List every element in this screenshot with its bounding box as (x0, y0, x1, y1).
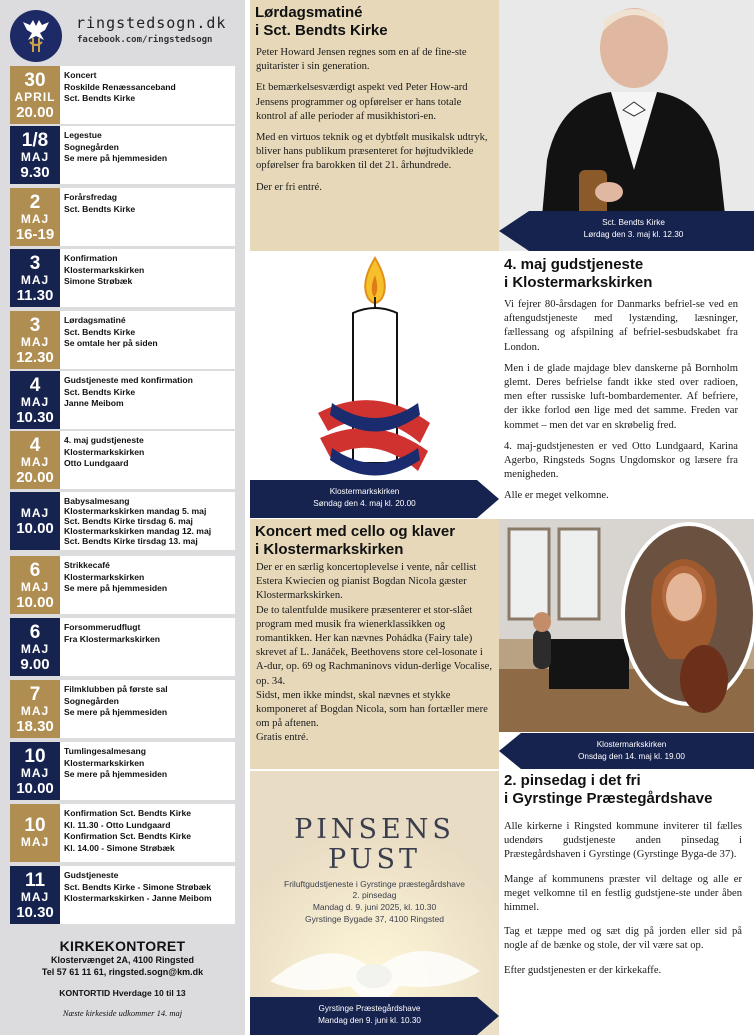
event-item (10, 680, 235, 738)
event-month: MAJ (20, 334, 50, 349)
event-item (10, 66, 235, 124)
event-time: 20.00 (16, 468, 54, 486)
event-date-box (10, 249, 60, 307)
event-line: Babysalmesang (64, 496, 130, 506)
event-month: MAJ (20, 506, 50, 520)
event-item (10, 249, 235, 307)
caption-matinee (499, 211, 754, 251)
event-line: Roskilde Renæssanceband (64, 81, 176, 92)
paragraph: Gratis entré. (256, 732, 309, 744)
event-line: Sct. Bendts Kirke (64, 93, 136, 104)
event-date-box (10, 126, 60, 184)
event-info (60, 556, 167, 614)
event-line: Klostermarkskirken (64, 571, 145, 582)
event-date-box (10, 66, 60, 124)
event-item (10, 742, 235, 800)
event-item (10, 866, 235, 924)
event-line: Sognegården (64, 141, 119, 152)
event-line: Tumlingesalmesang (64, 746, 146, 756)
article-title: Lørdagsmatiné (255, 4, 363, 21)
event-time: 20.00 (16, 103, 54, 121)
event-date-box (10, 311, 60, 369)
caption-cello (499, 733, 754, 769)
event-day: 1/8 (21, 129, 49, 151)
event-line: Gudstjeneste (64, 870, 119, 880)
event-item (10, 371, 235, 429)
event-day: 4 (29, 374, 41, 396)
event-day: 10 (24, 745, 46, 767)
event-line: Filmklubben på første sal (64, 684, 168, 694)
event-line: 4. maj gudstjeneste (64, 435, 144, 445)
article-4maj (504, 256, 738, 511)
article-subtitle: i Gyrstinge Præstegårdshave (504, 790, 713, 807)
event-line: Janne Meibom (64, 398, 124, 409)
article-matinee (250, 0, 499, 251)
event-month: MAJ (20, 394, 50, 409)
article-pinse (504, 772, 742, 988)
event-date-box (10, 188, 60, 246)
paragraph: Mange af kommunens præster vil deltage og alle er meget velkomne til en festlig gudstjene-ste under åben himmel. (504, 873, 742, 914)
event-item (10, 311, 235, 369)
poster-title-1: PINSENS (294, 814, 455, 845)
event-month: MAJ (20, 211, 50, 226)
event-month: MAJ (20, 835, 50, 849)
article-cello (250, 519, 499, 769)
event-line: Lørdagsmatiné (64, 315, 126, 325)
article-title: Koncert med cello og klaver (255, 523, 456, 540)
event-line: Forårsfredag (64, 192, 118, 202)
poster-title-2: PUST (328, 844, 421, 875)
poster-line: Gyrstinge Bygade 37, 4100 Ringsted (305, 914, 444, 924)
article-subtitle: i Klostermarkskirken (255, 541, 404, 558)
event-day: 3 (29, 252, 41, 274)
event-item (10, 618, 235, 676)
event-time: 11.30 (16, 286, 54, 304)
paragraph: Med en virtuos teknik og et dybtfølt musikalsk udtryk, bliver hans publikum præsenteret for højtudviklede opførelser fra barokken til det 21. århundrede. (256, 132, 488, 172)
event-time: 10.00 (16, 593, 54, 611)
event-line: Se omtale her på siden (64, 338, 158, 349)
event-month: MAJ (20, 272, 50, 287)
event-day: 2 (29, 191, 41, 213)
event-date-box (10, 431, 60, 489)
sidebar (0, 0, 245, 1035)
dove-logo-icon (10, 10, 62, 62)
paragraph: Men i de glade majdage blev danskerne på Bornholm glemt. Deres befrielse fandt ikke sted over radioen, men efter russiske luft-bombardementer. Af befriere, der ikke forlod øen lige med det samme. Freden var kommet – men det var en skrøbelig fred. (504, 362, 738, 431)
event-line: Sct. Bendts Kirke (64, 326, 136, 337)
paragraph: Alle kirkerne i Ringsted kommune inviterer til fælles udendørs gudstjeneste anden pinsedag i Præstegårdshaven i Gyrstinge (Gyrstinge Byga-de 37). (504, 821, 742, 861)
event-line: Konfirmation Sct. Bendts Kirke (64, 808, 192, 818)
event-day: 3 (29, 314, 41, 336)
caption-date: Lørdag den 3. maj kl. 12.30 (583, 230, 684, 239)
office-hours: KONTORTID Hverdage 10 til 13 (59, 988, 186, 998)
candle-illustration (250, 253, 499, 518)
event-date-box (10, 492, 60, 550)
event-line: Sct. Bendts Kirke tirsdag 13. maj (64, 536, 198, 546)
event-month: MAJ (20, 703, 50, 718)
poster-line: Mandag d. 9. juni 2025, kl. 10.30 (312, 902, 437, 912)
event-date-box (10, 866, 60, 924)
caption-pinse (250, 997, 499, 1035)
event-item (10, 188, 235, 246)
event-item (10, 431, 235, 489)
event-line: Sct. Bendts Kirke tirsdag 6. maj (64, 516, 193, 526)
event-line: Fra Klostermarkskirken (64, 633, 161, 644)
event-day: 7 (29, 683, 41, 705)
caption-place: Klostermarkskirken (329, 487, 400, 496)
event-time: 12.30 (16, 348, 54, 366)
event-item (10, 556, 235, 614)
event-line: Klostermarkskirken (64, 446, 145, 457)
event-month: MAJ (20, 579, 50, 594)
event-day: 10 (24, 815, 46, 836)
event-month: MAJ (20, 765, 50, 780)
event-info (60, 126, 167, 184)
event-line: Forsommerudflugt (64, 622, 141, 632)
event-time: 9.00 (20, 655, 50, 673)
paragraph: Peter Howard Jensen regnes som en af de fine-ste guitarister i sin generation. (256, 47, 467, 73)
event-item (10, 126, 235, 184)
caption-4maj (250, 480, 499, 518)
event-date-box (10, 371, 60, 429)
event-info (60, 249, 144, 307)
pinsens-pust-poster (250, 771, 499, 1035)
event-line: Strikkecafé (64, 560, 110, 570)
event-time: 9.30 (20, 163, 50, 181)
event-info (60, 66, 176, 124)
paragraph: 4. maj-gudstjenesten er ved Otto Lundgaard, Karina Agerbo, Ringsteds Sogns Ungdomskor og læsere fra menigheden. (504, 440, 738, 481)
caption-place: Klostermarkskirken (596, 740, 667, 749)
poster-line: 2. pinsedag (352, 890, 397, 900)
event-line: Se mere på hjemmesiden (64, 583, 168, 594)
event-info (60, 618, 160, 676)
musicians-photo (499, 519, 754, 732)
next-issue-note: Næste kirkeside udkommer 14. maj (62, 1008, 183, 1018)
event-month: APRIL (14, 89, 56, 104)
event-date-box (10, 804, 60, 862)
office-contact: Tel 57 61 11 61, ringsted.sogn@km.dk (41, 967, 204, 977)
paragraph: Alle er meget velkomne. (504, 490, 609, 502)
event-time: 10.00 (16, 520, 54, 537)
event-line: Se mere på hjemmesiden (64, 707, 168, 718)
event-date-box (10, 742, 60, 800)
article-subtitle: i Sct. Bendts Kirke (255, 22, 388, 39)
event-day: 6 (29, 621, 41, 643)
article-subtitle: i Klostermarkskirken (504, 274, 653, 291)
event-time: 10.30 (16, 408, 54, 426)
caption-date: Søndag den 4. maj kl. 20.00 (313, 499, 416, 508)
paragraph: Tag et tæppe med og sæt dig på jorden eller sid på nogle af de bænke og stole, der vil være sat op. (504, 926, 742, 952)
event-info (60, 311, 158, 369)
event-day: 4 (29, 434, 41, 456)
event-line: Sct. Bendts Kirke - Simone Strøbæk (64, 881, 212, 892)
event-item (10, 492, 235, 550)
article-title: 4. maj gudstjeneste (504, 256, 644, 273)
event-month: MAJ (20, 454, 50, 469)
event-line: Se mere på hjemmesiden (64, 769, 168, 780)
event-info (60, 371, 193, 429)
poster-subtitle: Friluftgudstjeneste i Gyrstinge præstegårdshave (284, 879, 465, 889)
event-line: Sct. Bendts Kirke (64, 203, 136, 214)
event-line: Klostermarkskirken mandag 5. maj (64, 506, 207, 516)
paragraph: Der er en særlig koncertoplevelse i vente, når cellist Estera Kwiecien og pianist Bogdan Nicola gæster Klostermarkskirken. (256, 562, 477, 602)
paragraph: Sidst, men ikke mindst, skal nævnes et stykke komponeret af Bogdan Nicola, som han fortæller mere om på aftenen. (256, 689, 488, 730)
event-day: 6 (29, 559, 41, 581)
office-info (10, 938, 235, 1018)
event-time: 10.30 (16, 903, 54, 921)
event-time: 18.30 (16, 717, 54, 735)
event-line: Simone Strøbæk (64, 276, 133, 287)
event-info (60, 804, 191, 862)
event-info (60, 866, 212, 924)
paragraph: Vi fejrer 80-årsdagen for Danmarks befriel-se ved en aftengudstjeneste med lystænding, læsninger, fællessang og afspilning af befriel-sesbudskabet fra London. (504, 299, 738, 353)
caption-date: Mandag den 9. juni kl. 10.30 (318, 1016, 421, 1025)
event-line: Se mere på hjemmesiden (64, 153, 168, 164)
event-line: Sognegården (64, 695, 119, 706)
event-line: Klostermarkskirken - Janne Meibom (64, 893, 212, 904)
event-line: Kl. 14.00 - Simone Strøbæk (64, 842, 175, 853)
event-day: 30 (24, 69, 46, 91)
office-address: Klostervænget 2A, 4100 Ringsted (50, 955, 195, 965)
office-title: KIRKEKONTORET (59, 938, 186, 954)
event-line: Klostermarkskirken mandag 12. maj (64, 526, 212, 536)
caption-place: Sct. Bendts Kirke (602, 218, 665, 227)
event-line: Klostermarkskirken (64, 264, 145, 275)
event-line: Sct. Bendts Kirke (64, 386, 136, 397)
event-info (60, 188, 135, 246)
paragraph: Der er fri entré. (256, 181, 322, 193)
site-url[interactable]: ringstedsogn.dk (76, 14, 227, 32)
paragraph: Et bemærkelsesværdigt aspekt ved Peter How-ard Jensens programmer og opførelser er hans totale kontrol af alle perioder af musikhistori-en. (256, 82, 468, 122)
event-line: Koncert (64, 70, 97, 80)
event-month: MAJ (20, 149, 50, 164)
event-info (60, 742, 167, 800)
facebook-url[interactable]: facebook.com/ringstedsogn (77, 35, 213, 45)
event-date-box (10, 556, 60, 614)
event-line: Konfirmation Sct. Bendts Kirke (64, 831, 192, 842)
event-line: Klostermarkskirken (64, 757, 145, 768)
event-line: Konfirmation (64, 253, 118, 263)
article-title: 2. pinsedag i det fri (504, 772, 641, 789)
caption-date: Onsdag den 14. maj kl. 19.00 (578, 752, 685, 761)
event-item (10, 804, 235, 862)
event-time: 10.00 (16, 779, 54, 797)
event-line: Gudstjeneste med konfirmation (64, 375, 193, 385)
event-line: Legestue (64, 130, 102, 140)
event-month: MAJ (20, 889, 50, 904)
caption-place: Gyrstinge Præstegårdshave (318, 1004, 421, 1013)
event-info (60, 680, 168, 738)
event-date-box (10, 618, 60, 676)
event-month: MAJ (20, 641, 50, 656)
event-info (60, 431, 144, 489)
event-info (60, 492, 211, 550)
event-time: 16-19 (15, 225, 55, 243)
event-line: Kl. 11.30 - Otto Lundgaard (64, 819, 171, 830)
event-day: 11 (24, 869, 46, 891)
event-date-box (10, 680, 60, 738)
paragraph: Efter gudstjenesten er der kirkekaffe. (504, 964, 662, 976)
event-line: Otto Lundgaard (64, 458, 129, 469)
paragraph: De to talentfulde musikere præsenterer et stor-slået program med musik fra wienerklassikken og romantikken. Her kan nævnes Pohádka (Fairy tale) skrevet af L. Janáček, Beethovens store cel-losonate i A-dur, op. 69 og Rachmaninovs vidun-derlige Vocalise, op. 34. (256, 604, 493, 687)
